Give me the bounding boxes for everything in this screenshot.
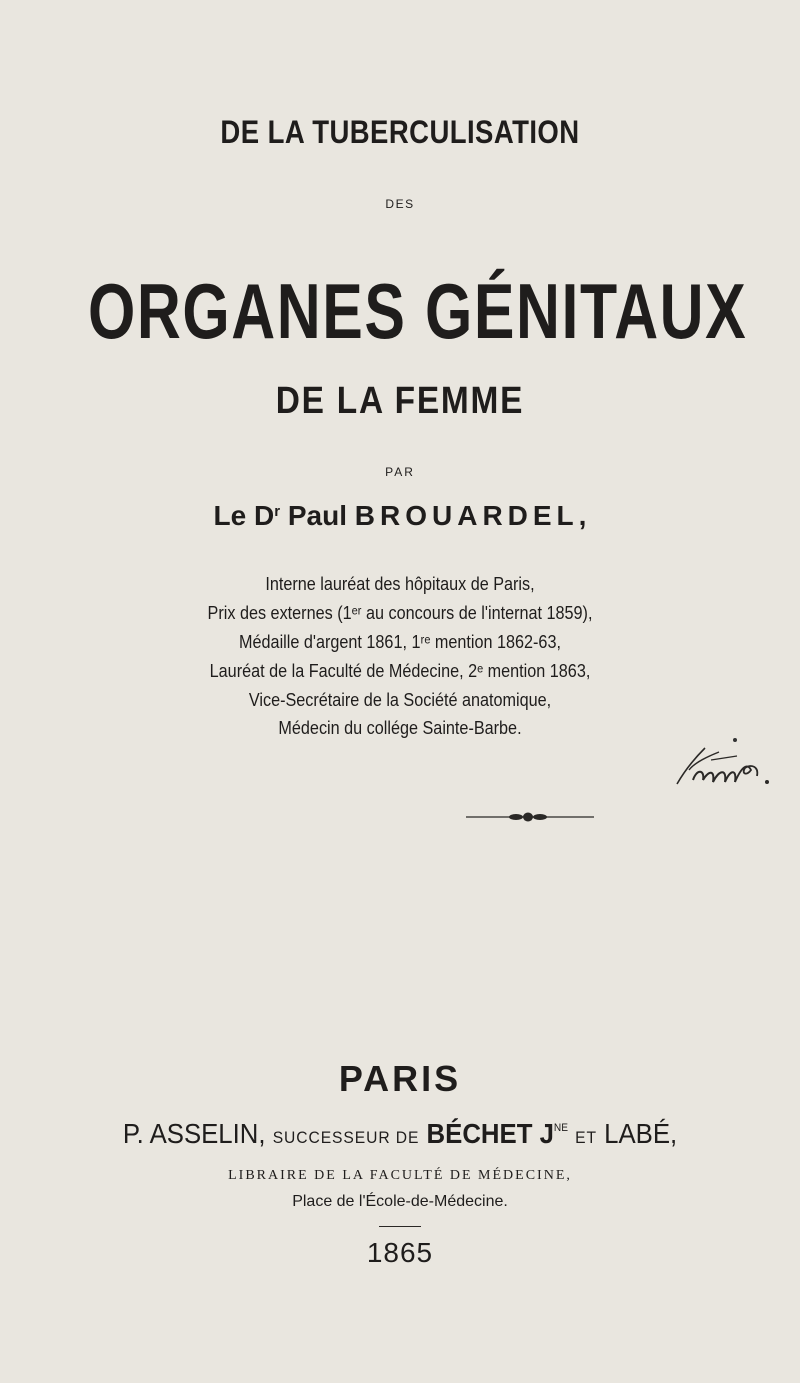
par-label: PAR [385, 465, 415, 479]
publisher-et: ET [575, 1128, 597, 1147]
publisher-address: Place de l'École-de-Médecine. [292, 1193, 508, 1210]
credential-line: Médaille d'argent 1861, 1ʳᵉ mention 1862-63, [239, 632, 561, 652]
author-last-name: BROUARDEL [354, 500, 579, 531]
author-first-name: Paul [280, 500, 355, 531]
author-prefix-sup: r [274, 503, 281, 520]
divider [379, 1226, 421, 1227]
publisher-role: LIBRAIRE DE LA FACULTÉ DE MÉDECINE, [228, 1168, 572, 1183]
title-main: ORGANES GÉNITAUX [88, 267, 748, 355]
publisher-name-1: P. ASSELIN, [122, 1118, 266, 1149]
publication-year: 1865 [366, 1237, 434, 1268]
author-line [0, 500, 800, 532]
credential-line: Lauréat de la Faculté de Médecine, 2ᵉ mention 1863, [209, 661, 591, 681]
handwritten-signature [675, 740, 775, 790]
author-comma: , [578, 500, 587, 531]
publisher-name-3: LABÉ, [604, 1118, 678, 1149]
author-prefix: Le D [213, 500, 275, 531]
publisher-line [32, 1118, 768, 1150]
credential-line: Prix des externes (1ᵉʳ au concours de l'internat 1859), [207, 603, 593, 623]
title-line-3: DE LA FEMME [275, 380, 525, 422]
publisher-name-2: BÉCHET J [426, 1118, 554, 1149]
ornament-rule [466, 810, 594, 824]
publisher-successor: SUCCESSEUR DE [272, 1128, 420, 1147]
credential-line: Vice-Secrétaire de la Société anatomique, [248, 690, 552, 710]
publisher-name-2-sup: NE [553, 1122, 568, 1134]
credential-line: Médecin du collége Sainte-Barbe. [278, 718, 522, 738]
imprint-city: PARIS [338, 1058, 462, 1099]
credential-line: Interne lauréat des hôpitaux de Paris, [265, 574, 535, 594]
title-des: DES [385, 197, 415, 211]
title-line-1: DE LA TUBERCULISATION [220, 114, 580, 150]
